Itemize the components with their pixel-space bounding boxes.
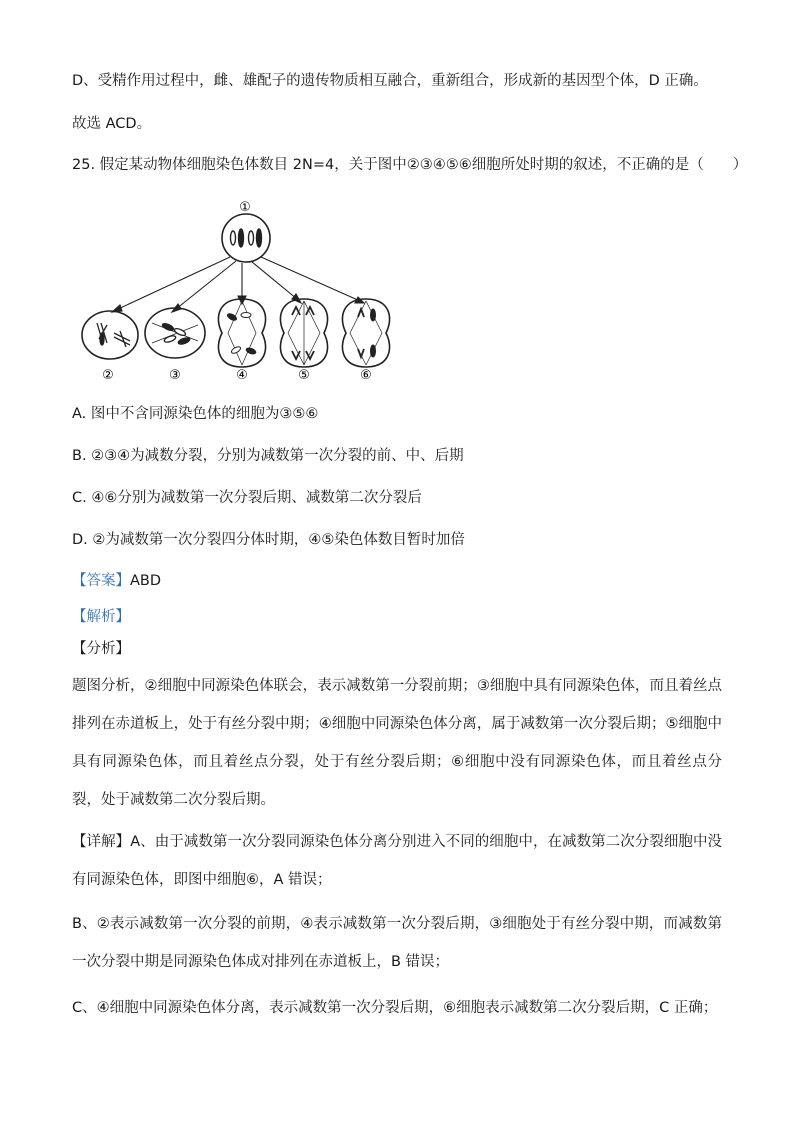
cell-4 (218, 299, 265, 367)
cell-6 (342, 299, 389, 367)
detail-a (72, 823, 722, 899)
answer-line (72, 572, 161, 590)
detail-b: B、②表示减数第一次分裂的前期，④表示减数第一次分裂后期，③细胞处于有丝分裂中期，而减数第一次分裂中期是同源染色体成对排列在赤道板上，B 错误； (72, 916, 722, 970)
prev-answer: 故选 ACD。 (72, 116, 152, 132)
arrows (112, 257, 364, 312)
cell-3 (145, 308, 205, 358)
option-c: C. ④⑥分别为减数第一次分裂后期、减数第二次分裂后 (72, 490, 422, 506)
cell-label-2: ② (102, 368, 114, 383)
detail-c: C、④细胞中同源染色体分离，表示减数第一次分裂后期，⑥细胞表示减数第二次分裂后期，C 正确； (72, 1000, 718, 1016)
cell-1-chromosomes (231, 229, 262, 247)
detail-label: 【详解】 (72, 834, 131, 850)
question-stem: 假定某动物体细胞染色体数目 2N=4，关于图中②③④⑤⑥细胞所处时期的叙述，不正确的是（ ） (99, 157, 748, 173)
answer-value: ABD (130, 573, 162, 589)
cell-label-1: ① (239, 200, 251, 215)
answer-label: 【答案】 (72, 573, 130, 589)
analysis-sub-label: 【分析】 (72, 641, 130, 657)
cell-2 (82, 311, 138, 359)
cell-6-chromosomes (350, 301, 382, 365)
cell-label-3: ③ (169, 368, 181, 383)
cell-label-5: ⑤ (298, 368, 310, 383)
cell-5-chromosomes (288, 301, 320, 365)
cell-1 (222, 214, 270, 262)
analysis-label: 【解析】 (72, 609, 130, 625)
option-d: D. ②为减数第一次分裂四分体时期，④⑤染色体数目暂时加倍 (72, 532, 465, 548)
cell-3-chromosomes (152, 322, 198, 345)
detail-a-text: A、由于减数第一次分裂同源染色体分离分别进入不同的细胞中，在减数第二次分裂细胞中没有同源染色体，即图中细胞⑥，A 错误； (72, 834, 723, 888)
prev-option-d: D、受精作用过程中，雌、雄配子的遗传物质相互融合，重新组合，形成新的基因型个体，D 正确。 (72, 73, 708, 89)
cell-label-6: ⑥ (360, 368, 372, 383)
question-stem-line (72, 156, 747, 174)
analysis-text: 题图分析，②细胞中同源染色体联会，表示减数第一分裂前期；③细胞中具有同源染色体，而且着丝点排列在赤道板上，处于有丝分裂中期；④细胞中同源染色体分离，属于减数第一次分裂后期；⑤细胞中具有同源染色体，而且着丝点分裂，处于有丝分裂后期；⑥细胞中没有同源染色体，而且着丝点分裂，处于减数第二次分裂后期。 (72, 678, 722, 808)
option-a: A. 图中不含同源染色体的细胞为③⑤⑥ (72, 406, 319, 422)
cell-2-chromosomes (97, 323, 130, 347)
cell-4-chromosomes (226, 301, 256, 365)
question-number: 25. (72, 157, 96, 173)
option-b: B. ②③④为减数分裂，分别为减数第一次分裂的前、中、后期 (72, 448, 464, 464)
cell-division-figure (80, 195, 400, 385)
cell-label-4: ④ (236, 368, 248, 383)
